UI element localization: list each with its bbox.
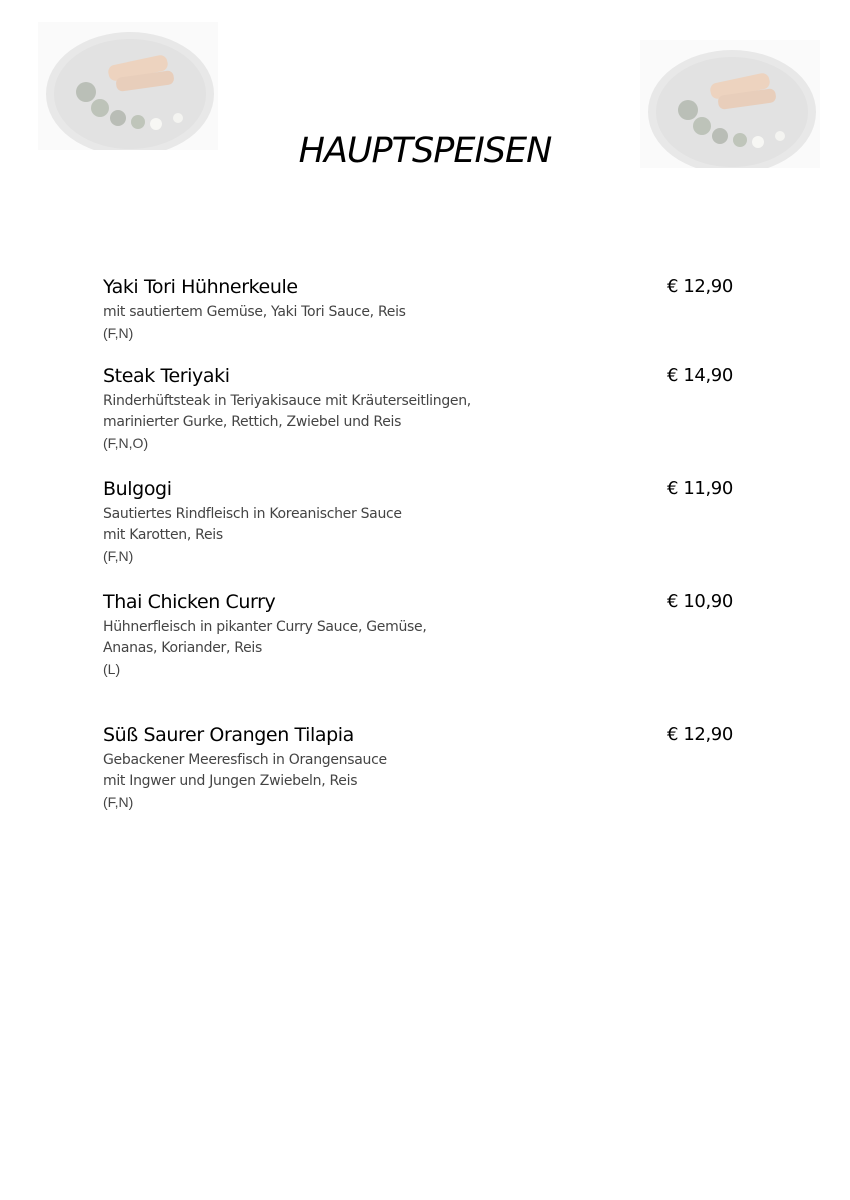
menu-item-allergens: (F,N) <box>103 794 134 810</box>
menu-item-price: € 12,90 <box>667 724 733 745</box>
menu-item-allergens: (F,N) <box>103 325 134 341</box>
menu-item-name: Yaki Tori Hühnerkeule <box>103 276 298 298</box>
menu-item-description-line: Sautiertes Rindfleisch in Koreanischer Sauce <box>103 506 402 522</box>
menu-item-description-line: mit Ingwer und Jungen Zwiebeln, Reis <box>103 773 358 789</box>
menu-item-description-line: mit sautiertem Gemüse, Yaki Tori Sauce, Reis <box>103 304 406 320</box>
menu-item-description <box>103 302 743 323</box>
menu-item-name: Süß Saurer Orangen Tilapia <box>103 724 354 746</box>
menu-item-description <box>103 750 743 792</box>
menu-item <box>103 275 743 344</box>
menu-item-price: € 11,90 <box>667 478 733 499</box>
menu-item <box>103 590 743 680</box>
menu-item-price: € 10,90 <box>667 591 733 612</box>
page-title: HAUPTSPEISEN <box>298 131 552 171</box>
menu-item-description-line: Gebackener Meeresfisch in Orangensauce <box>103 752 387 768</box>
menu-item-description-line: marinierter Gurke, Rettich, Zwiebel und Reis <box>103 414 402 430</box>
menu-item-description-line: Ananas, Koriander, Reis <box>103 640 262 656</box>
menu-item-name: Steak Teriyaki <box>103 365 230 387</box>
menu-item-description-line: Hühnerfleisch in pikanter Curry Sauce, Gemüse, <box>103 619 427 635</box>
menu-item-description-line: mit Karotten, Reis <box>103 527 223 543</box>
menu-item-name: Thai Chicken Curry <box>103 591 276 613</box>
menu-item <box>103 477 743 567</box>
menu-item-description <box>103 617 743 659</box>
menu-item <box>103 364 743 454</box>
menu-item-allergens: (F,N,O) <box>103 435 149 451</box>
menu-item-price: € 12,90 <box>667 276 733 297</box>
menu-item <box>103 723 743 813</box>
menu-item-description-line: Rinderhüftsteak in Teriyakisauce mit Kräuterseitlingen, <box>103 393 471 409</box>
menu-item-allergens: (L) <box>103 661 121 677</box>
menu-item-price: € 14,90 <box>667 365 733 386</box>
menu-item-allergens: (F,N) <box>103 548 134 564</box>
menu-item-description <box>103 504 743 546</box>
menu-item-name: Bulgogi <box>103 478 172 500</box>
menu-item-description <box>103 391 743 433</box>
